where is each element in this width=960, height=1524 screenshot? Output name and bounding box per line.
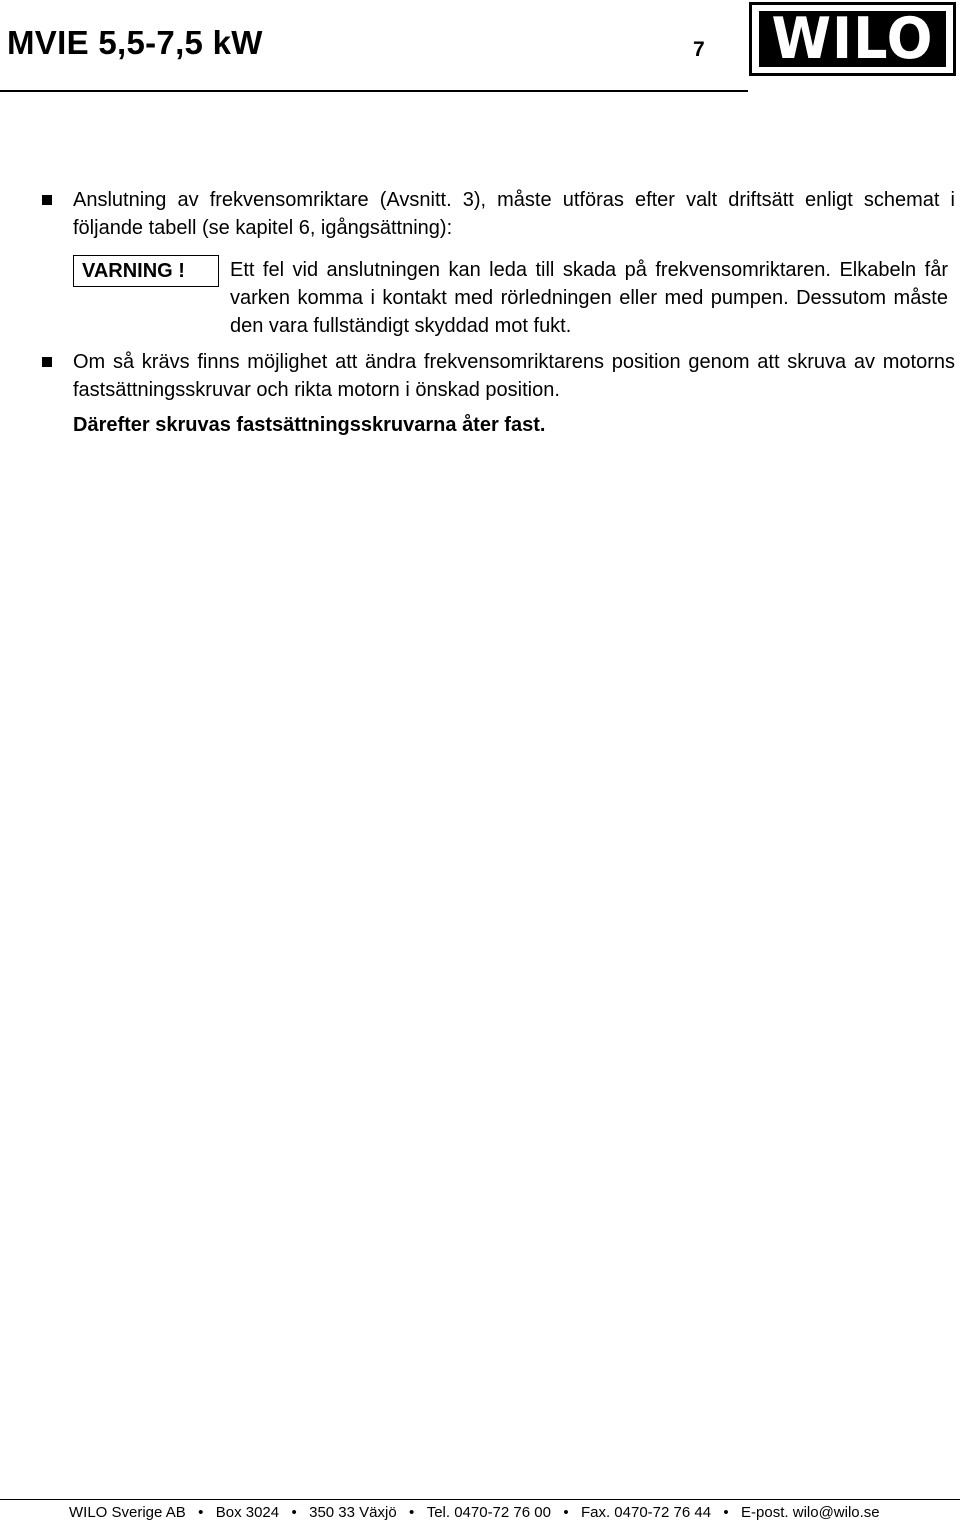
footer-city: 350 33 Växjö: [309, 1504, 397, 1521]
warning-label: VARNING !: [73, 255, 219, 287]
footer-separator: •: [409, 1504, 415, 1521]
document-title: MVIE 5,5-7,5 kW: [7, 24, 263, 61]
logo-inner: [759, 5, 946, 72]
paragraph-reposition-instructions: Om så krävs finns möjlighet att ändra frekvensomriktarens position genom att skruva av motorns fastsättningsskruvar och rikta motorn i önskad position.: [73, 351, 955, 401]
warning-text: Ett fel vid anslutningen kan leda till skada på frekvensomriktaren. Elkabeln får varken komma i kontakt med rörledningen eller med pumpen. Dessutom måste den vara fullständigt skyddad mot fukt.: [230, 259, 948, 337]
footer-box: Box 3024: [215, 1504, 280, 1521]
bold-instruction: Därefter skruvas fastsättningsskruvarna åter fast.: [73, 414, 546, 436]
footer-separator: •: [563, 1504, 569, 1521]
footer-fax: Fax. 0470-72 76 44: [580, 1504, 712, 1521]
footer-tel: Tel. 0470-72 76 00: [426, 1504, 551, 1521]
paragraph-connection-instructions: Anslutning av frekvensomriktare (Avsnitt. 3), måste utföras efter valt driftsätt enligt schemat i följande tabell (se kapitel 6, igångsättning):: [73, 189, 955, 239]
bullet-square-icon: [42, 195, 52, 205]
page-number: 7: [693, 38, 705, 61]
footer-contact: [69, 1503, 880, 1523]
footer-divider: [0, 1499, 960, 1500]
wilo-logo: [749, 2, 956, 76]
footer-separator: •: [291, 1504, 297, 1521]
footer-email[interactable]: E-post. wilo@wilo.se: [741, 1504, 880, 1521]
header-divider: [0, 90, 748, 92]
logo-text: WILO: [771, 5, 934, 72]
footer-separator: •: [198, 1504, 204, 1521]
footer-company: WILO Sverige AB: [69, 1504, 186, 1521]
footer-separator: •: [723, 1504, 729, 1521]
bullet-square-icon: [42, 357, 52, 367]
